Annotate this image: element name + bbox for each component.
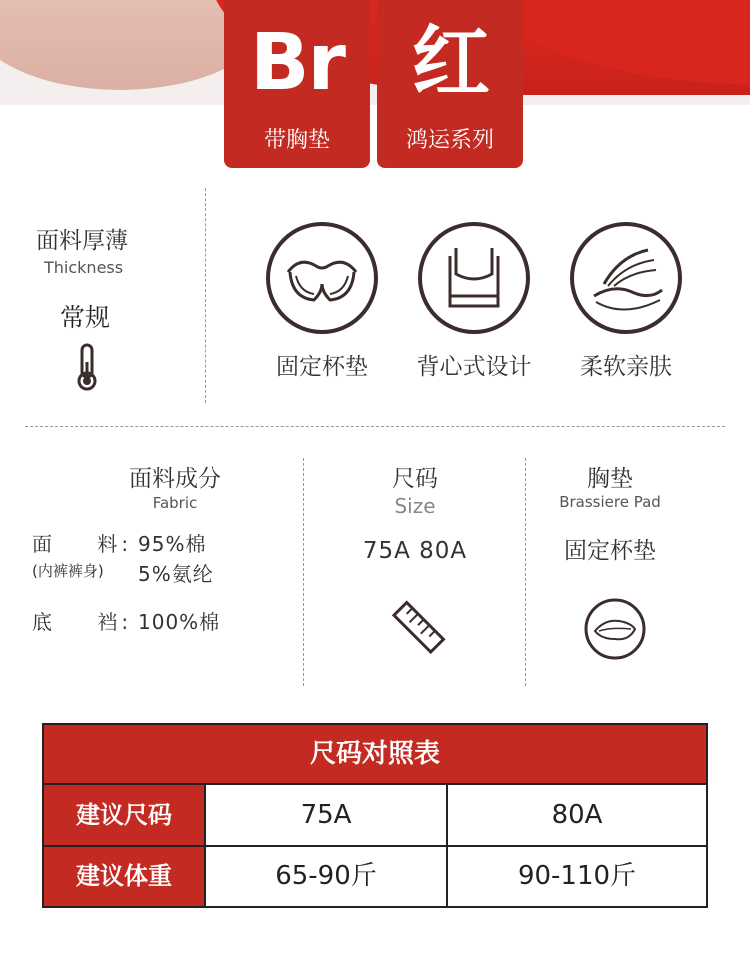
fabric-value-body: 5%氨纶 xyxy=(138,562,214,586)
size-chart-table xyxy=(42,723,708,908)
vest-icon xyxy=(418,222,530,334)
size-value: 75A 80A xyxy=(362,538,468,564)
table-row-header-weight: 建议体重 xyxy=(44,847,204,906)
fabric-label-body: (内裤裤身) xyxy=(32,562,104,580)
pad-value: 固定杯垫 xyxy=(564,538,656,564)
feature-label-vest: 背心式设计 xyxy=(416,354,532,380)
fabric-subtitle: Fabric xyxy=(152,494,198,512)
divider-horizontal xyxy=(25,426,725,427)
badge-red-label: 鸿运系列 xyxy=(405,128,494,153)
thickness-value: 常规 xyxy=(60,303,111,332)
badge-red-letter: 红 xyxy=(411,18,488,108)
divider-vertical-2 xyxy=(303,458,304,686)
soft-skin-icon xyxy=(570,222,682,334)
divider-vertical-3 xyxy=(525,458,526,686)
fixed-cup-icon xyxy=(266,222,378,334)
badge-red-series xyxy=(377,0,523,168)
thickness-title: 面料厚薄 xyxy=(36,228,128,254)
pad-icon xyxy=(583,597,647,665)
size-title: 尺码 xyxy=(392,466,438,492)
badge-br-label: 带胸垫 xyxy=(263,128,330,153)
size-subtitle: Size xyxy=(394,494,436,518)
table-cell-weight-1: 65-90斤 xyxy=(275,861,377,891)
feature-label-soft: 柔软亲肤 xyxy=(580,354,672,380)
table-row-header-size: 建议尺码 xyxy=(44,785,204,845)
table-cell-size-1: 75A xyxy=(300,800,352,830)
fabric-title: 面料成分 xyxy=(129,466,221,492)
table-cell-size-2: 80A xyxy=(551,800,603,830)
feature-label-fixed-cup: 固定杯垫 xyxy=(276,354,368,380)
fabric-value-crotch: 100%棉 xyxy=(138,610,221,634)
fabric-label-crotch: 底 裆: xyxy=(32,610,133,634)
hero-banner xyxy=(0,0,750,105)
pad-subtitle: Brassiere Pad xyxy=(559,493,661,511)
ruler-icon xyxy=(388,598,448,662)
badge-br-letter: Br xyxy=(250,18,344,108)
pad-title: 胸垫 xyxy=(587,466,633,492)
fabric-value-main: 95%棉 xyxy=(138,532,207,556)
thickness-subtitle: Thickness xyxy=(44,258,124,277)
fabric-label-main: 面 料: xyxy=(32,532,133,556)
thermometer-icon xyxy=(72,342,102,396)
size-chart-title: 尺码对照表 xyxy=(44,725,706,783)
table-cell-weight-2: 90-110斤 xyxy=(517,861,637,891)
divider-vertical xyxy=(205,188,206,403)
badge-br xyxy=(224,0,370,168)
